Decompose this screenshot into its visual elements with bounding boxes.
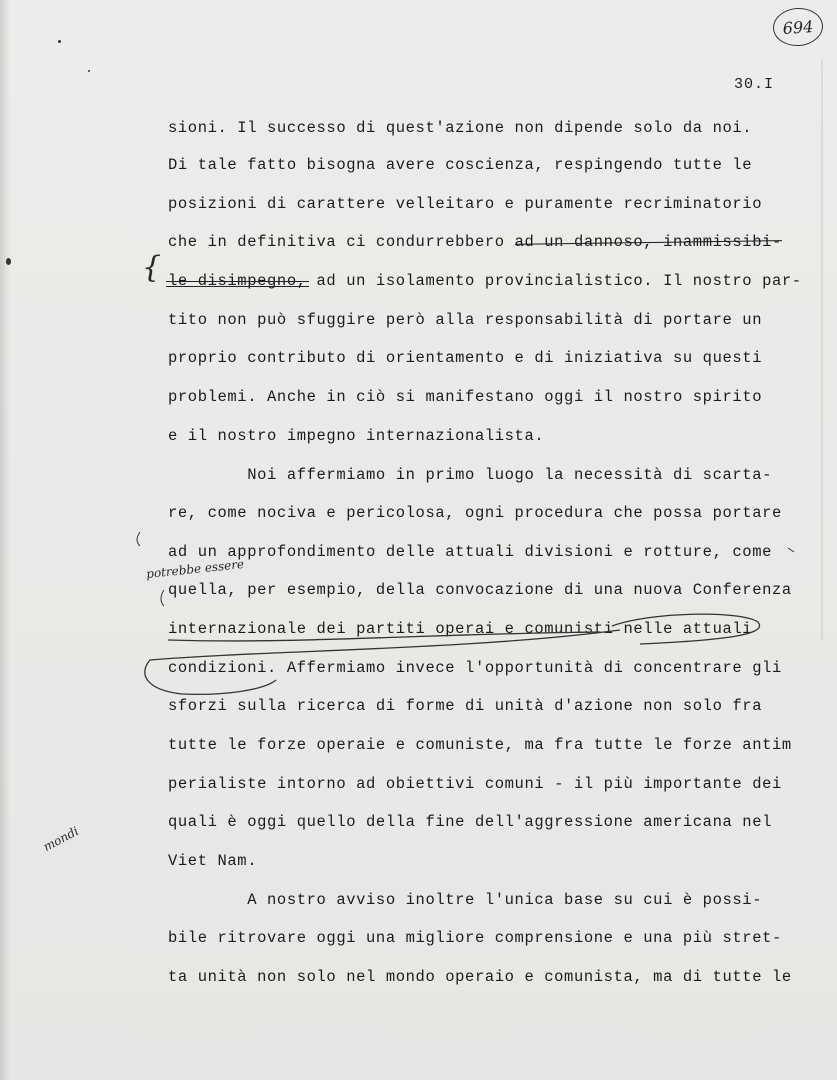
text-line: internazionale dei partiti operai e comunisti nelle attuali (168, 620, 753, 638)
text-line: tito non può sfuggire però alla responsabilità di portare un (168, 311, 763, 329)
struck-text: le disimpegno, (168, 272, 307, 290)
text-line: proprio contributo di orientamento e di iniziativa su questi (168, 349, 763, 367)
margin-scribble: mondi (40, 823, 81, 855)
text-line-with-deletion (168, 232, 782, 252)
text-line-with-deletion (168, 271, 802, 291)
margin-handwritten-note: potrebbe essere (145, 556, 245, 582)
text-line: tutte le forze operaie e comuniste, ma fra tutte le forze antim (168, 736, 792, 754)
text-line: re, come nociva e pericolosa, ogni procedura che possa portare (168, 504, 782, 522)
margin-brace-mark: { (142, 250, 162, 285)
ink-speck (6, 258, 11, 265)
ink-speck (58, 40, 61, 43)
margin-tick (788, 548, 794, 552)
page-number: 30.I (734, 76, 775, 93)
margin-tick (161, 590, 164, 606)
text-segment: che in definitiva ci condurrebbero (168, 233, 515, 251)
text-line: posizioni di carattere velleitaro e puramente recriminatorio (168, 195, 763, 213)
text-line: quella, per esempio, della convocazione di una nuova Conferenza (168, 581, 792, 599)
text-line: sioni. Il successo di quest'azione non dipende solo da noi. (168, 119, 753, 137)
text-line: Di tale fatto bisogna avere coscienza, respingendo tutte le (168, 156, 753, 174)
text-line: sforzi sulla ricerca di forme di unità d'azione non solo fra (168, 697, 763, 715)
text-line: ad un approfondimento delle attuali divisioni e rotture, come (168, 543, 772, 561)
text-line: e il nostro impegno internazionalista. (168, 427, 545, 445)
text-line: quali è oggi quello della fine dell'aggressione americana nel (168, 813, 772, 831)
text-segment: ad un isolamento provincialistico. Il nostro par- (306, 272, 802, 290)
page-edge-shadow (0, 0, 10, 1080)
ink-speck (88, 70, 90, 72)
text-line: Noi affermiamo in primo luogo la necessità di scarta- (168, 466, 772, 484)
archive-number-stamp: 694 (772, 6, 825, 47)
text-line: problemi. Anche in ciò si manifestano oggi il nostro spirito (168, 388, 763, 406)
struck-text: ad un dannoso, inammissibi- (514, 233, 782, 251)
text-line: condizioni. Affermiamo invece l'opportunità di concentrare gli (168, 659, 782, 677)
text-line: perialiste intorno ad obiettivi comuni - il più importante dei (168, 775, 782, 793)
text-line: A nostro avviso inoltre l'unica base su cui è possi- (168, 891, 763, 909)
text-line: ta unità non solo nel mondo operaio e comunista, ma di tutte le (168, 968, 792, 986)
margin-tick (137, 532, 140, 546)
text-line: bile ritrovare oggi una migliore comprensione e una più stret- (168, 929, 782, 947)
text-line: Viet Nam. (168, 852, 258, 870)
